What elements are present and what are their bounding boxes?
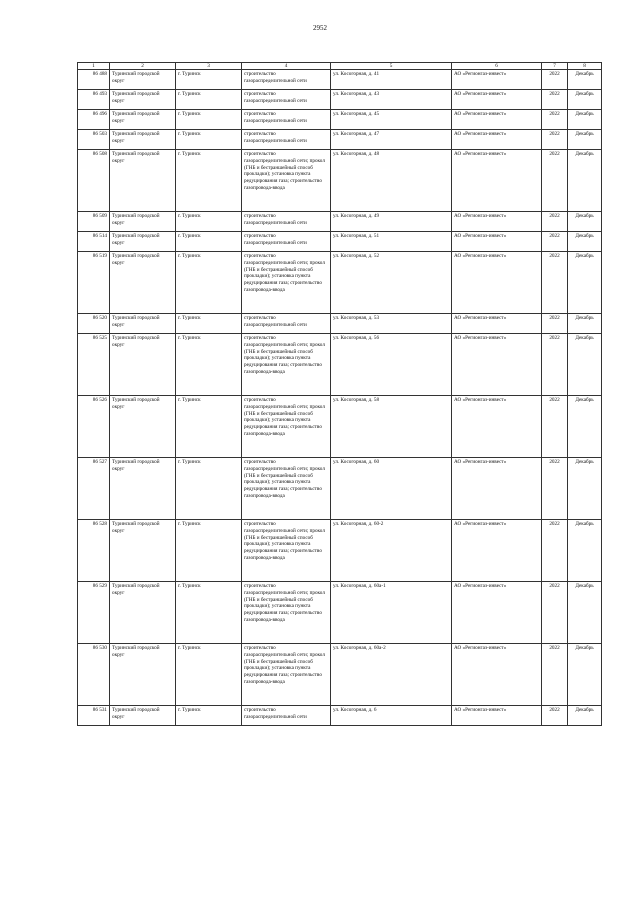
table-row bbox=[78, 110, 602, 130]
year-cell: 2022 bbox=[542, 520, 568, 582]
work-type-cell: строительство газораспределительной сети bbox=[242, 90, 331, 110]
work-type-cell: строительство газораспределительной сети bbox=[242, 212, 331, 232]
work-type-cell: строительство газораспределительной сети; прокол (ГНБ и бестраншейный способ прокладки); установка пункта редуцирования газа; строительство газопровода-ввода bbox=[242, 520, 331, 582]
locality-cell: г. Туринск bbox=[176, 582, 242, 644]
address-cell: ул. Косогорная, д. 60а-1 bbox=[331, 582, 452, 644]
column-header: 2 bbox=[110, 63, 176, 70]
year-cell: 2022 bbox=[542, 130, 568, 150]
year-cell: 2022 bbox=[542, 334, 568, 396]
row-number: 86 531 bbox=[78, 706, 110, 726]
month-cell: Декабрь bbox=[568, 644, 602, 706]
locality-cell: г. Туринск bbox=[176, 110, 242, 130]
municipality-cell: Туринский городской округ bbox=[110, 110, 176, 130]
locality-cell: г. Туринск bbox=[176, 644, 242, 706]
municipality-cell: Туринский городской округ bbox=[110, 150, 176, 212]
year-cell: 2022 bbox=[542, 396, 568, 458]
municipality-cell: Туринский городской округ bbox=[110, 334, 176, 396]
locality-cell: г. Туринск bbox=[176, 130, 242, 150]
municipality-cell: Туринский городской округ bbox=[110, 130, 176, 150]
municipality-cell: Туринский городской округ bbox=[110, 252, 176, 314]
table-row bbox=[78, 252, 602, 314]
month-cell: Декабрь bbox=[568, 520, 602, 582]
operator-cell: АО «Регионгаз-инвест» bbox=[452, 458, 542, 520]
work-type-cell: строительство газораспределительной сети bbox=[242, 70, 331, 90]
work-type-cell: строительство газораспределительной сети; прокол (ГНБ и бестраншейный способ прокладки); установка пункта редуцирования газа; строительство газопровода-ввода bbox=[242, 582, 331, 644]
municipality-cell: Туринский городской округ bbox=[110, 582, 176, 644]
address-cell: ул. Косогорная, д. 53 bbox=[331, 314, 452, 334]
locality-cell: г. Туринск bbox=[176, 706, 242, 726]
month-cell: Декабрь bbox=[568, 252, 602, 314]
row-number: 86 527 bbox=[78, 458, 110, 520]
work-type-cell: строительство газораспределительной сети; прокол (ГНБ и бестраншейный способ прокладки); установка пункта редуцирования газа; строительство газопровода-ввода bbox=[242, 334, 331, 396]
year-cell: 2022 bbox=[542, 110, 568, 130]
operator-cell: АО «Регионгаз-инвест» bbox=[452, 706, 542, 726]
year-cell: 2022 bbox=[542, 582, 568, 644]
locality-cell: г. Туринск bbox=[176, 212, 242, 232]
table-row bbox=[78, 396, 602, 458]
year-cell: 2022 bbox=[542, 314, 568, 334]
page-number: 2952 bbox=[313, 24, 327, 32]
month-cell: Декабрь bbox=[568, 110, 602, 130]
table-row bbox=[78, 644, 602, 706]
table-row bbox=[78, 582, 602, 644]
month-cell: Декабрь bbox=[568, 396, 602, 458]
table-row bbox=[78, 334, 602, 396]
column-header: 6 bbox=[452, 63, 542, 70]
address-cell: ул. Косогорная, д. 49 bbox=[331, 212, 452, 232]
month-cell: Декабрь bbox=[568, 314, 602, 334]
column-number-row bbox=[78, 63, 602, 70]
year-cell: 2022 bbox=[542, 644, 568, 706]
row-number: 86 493 bbox=[78, 90, 110, 110]
work-type-cell: строительство газораспределительной сети; прокол (ГНБ и бестраншейный способ прокладки); установка пункта редуцирования газа; строительство газопровода-ввода bbox=[242, 150, 331, 212]
municipality-cell: Туринский городской округ bbox=[110, 644, 176, 706]
row-number: 86 496 bbox=[78, 110, 110, 130]
column-header: 1 bbox=[78, 63, 110, 70]
municipality-cell: Туринский городской округ bbox=[110, 90, 176, 110]
work-type-cell: строительство газораспределительной сети; прокол (ГНБ и бестраншейный способ прокладки); установка пункта редуцирования газа; строительство газопровода-ввода bbox=[242, 396, 331, 458]
row-number: 86 520 bbox=[78, 314, 110, 334]
operator-cell: АО «Регионгаз-инвест» bbox=[452, 212, 542, 232]
municipality-cell: Туринский городской округ bbox=[110, 396, 176, 458]
month-cell: Декабрь bbox=[568, 130, 602, 150]
address-cell: ул. Косогорная, д. 41 bbox=[331, 70, 452, 90]
operator-cell: АО «Регионгаз-инвест» bbox=[452, 130, 542, 150]
column-header: 7 bbox=[542, 63, 568, 70]
address-cell: ул. Косогорная, д. 45 bbox=[331, 110, 452, 130]
row-number: 86 509 bbox=[78, 212, 110, 232]
month-cell: Декабрь bbox=[568, 582, 602, 644]
column-header: 4 bbox=[242, 63, 331, 70]
locality-cell: г. Туринск bbox=[176, 334, 242, 396]
operator-cell: АО «Регионгаз-инвест» bbox=[452, 314, 542, 334]
locality-cell: г. Туринск bbox=[176, 520, 242, 582]
row-number: 86 530 bbox=[78, 644, 110, 706]
operator-cell: АО «Регионгаз-инвест» bbox=[452, 520, 542, 582]
municipality-cell: Туринский городской округ bbox=[110, 232, 176, 252]
municipality-cell: Туринский городской округ bbox=[110, 458, 176, 520]
address-cell: ул. Косогорная, д. 48 bbox=[331, 150, 452, 212]
year-cell: 2022 bbox=[542, 232, 568, 252]
address-cell: ул. Косогорная, д. 47 bbox=[331, 130, 452, 150]
year-cell: 2022 bbox=[542, 70, 568, 90]
row-number: 86 519 bbox=[78, 252, 110, 314]
work-type-cell: строительство газораспределительной сети; прокол (ГНБ и бестраншейный способ прокладки); установка пункта редуцирования газа; строительство газопровода-ввода bbox=[242, 644, 331, 706]
row-number: 86 488 bbox=[78, 70, 110, 90]
operator-cell: АО «Регионгаз-инвест» bbox=[452, 150, 542, 212]
work-type-cell: строительство газораспределительной сети bbox=[242, 130, 331, 150]
operator-cell: АО «Регионгаз-инвест» bbox=[452, 252, 542, 314]
row-number: 86 525 bbox=[78, 334, 110, 396]
address-cell: ул. Косогорная, д. 51 bbox=[331, 232, 452, 252]
table-row bbox=[78, 706, 602, 726]
operator-cell: АО «Регионгаз-инвест» bbox=[452, 396, 542, 458]
work-type-cell: строительство газораспределительной сети bbox=[242, 232, 331, 252]
municipality-cell: Туринский городской округ bbox=[110, 314, 176, 334]
table-row bbox=[78, 130, 602, 150]
year-cell: 2022 bbox=[542, 706, 568, 726]
work-type-cell: строительство газораспределительной сети; прокол (ГНБ и бестраншейный способ прокладки); установка пункта редуцирования газа; строительство газопровода-ввода bbox=[242, 252, 331, 314]
locality-cell: г. Туринск bbox=[176, 314, 242, 334]
row-number: 86 528 bbox=[78, 520, 110, 582]
locality-cell: г. Туринск bbox=[176, 396, 242, 458]
gasification-schedule-table bbox=[77, 62, 602, 726]
row-number: 86 514 bbox=[78, 232, 110, 252]
municipality-cell: Туринский городской округ bbox=[110, 212, 176, 232]
municipality-cell: Туринский городской округ bbox=[110, 520, 176, 582]
table-row bbox=[78, 314, 602, 334]
month-cell: Декабрь bbox=[568, 212, 602, 232]
table-row bbox=[78, 70, 602, 90]
table-row bbox=[78, 458, 602, 520]
locality-cell: г. Туринск bbox=[176, 70, 242, 90]
column-header: 8 bbox=[568, 63, 602, 70]
year-cell: 2022 bbox=[542, 212, 568, 232]
address-cell: ул. Косогорная, д. 6 bbox=[331, 706, 452, 726]
work-type-cell: строительство газораспределительной сети bbox=[242, 314, 331, 334]
locality-cell: г. Туринск bbox=[176, 232, 242, 252]
table-row bbox=[78, 150, 602, 212]
address-cell: ул. Косогорная, д. 60 bbox=[331, 458, 452, 520]
address-cell: ул. Косогорная, д. 60-2 bbox=[331, 520, 452, 582]
locality-cell: г. Туринск bbox=[176, 150, 242, 212]
year-cell: 2022 bbox=[542, 458, 568, 520]
operator-cell: АО «Регионгаз-инвест» bbox=[452, 232, 542, 252]
operator-cell: АО «Регионгаз-инвест» bbox=[452, 644, 542, 706]
locality-cell: г. Туринск bbox=[176, 458, 242, 520]
table-row bbox=[78, 90, 602, 110]
operator-cell: АО «Регионгаз-инвест» bbox=[452, 110, 542, 130]
address-cell: ул. Косогорная, д. 43 bbox=[331, 90, 452, 110]
row-number: 86 503 bbox=[78, 130, 110, 150]
row-number: 86 529 bbox=[78, 582, 110, 644]
table-row bbox=[78, 212, 602, 232]
month-cell: Декабрь bbox=[568, 150, 602, 212]
month-cell: Декабрь bbox=[568, 232, 602, 252]
work-type-cell: строительство газораспределительной сети bbox=[242, 706, 331, 726]
municipality-cell: Туринский городской округ bbox=[110, 706, 176, 726]
year-cell: 2022 bbox=[542, 90, 568, 110]
month-cell: Декабрь bbox=[568, 458, 602, 520]
year-cell: 2022 bbox=[542, 252, 568, 314]
municipality-cell: Туринский городской округ bbox=[110, 70, 176, 90]
work-type-cell: строительство газораспределительной сети; прокол (ГНБ и бестраншейный способ прокладки); установка пункта редуцирования газа; строительство газопровода-ввода bbox=[242, 458, 331, 520]
year-cell: 2022 bbox=[542, 150, 568, 212]
table-row bbox=[78, 520, 602, 582]
operator-cell: АО «Регионгаз-инвест» bbox=[452, 582, 542, 644]
operator-cell: АО «Регионгаз-инвест» bbox=[452, 70, 542, 90]
address-cell: ул. Косогорная, д. 56 bbox=[331, 334, 452, 396]
month-cell: Декабрь bbox=[568, 706, 602, 726]
locality-cell: г. Туринск bbox=[176, 90, 242, 110]
work-type-cell: строительство газораспределительной сети bbox=[242, 110, 331, 130]
column-header: 3 bbox=[176, 63, 242, 70]
month-cell: Декабрь bbox=[568, 334, 602, 396]
locality-cell: г. Туринск bbox=[176, 252, 242, 314]
address-cell: ул. Косогорная, д. 52 bbox=[331, 252, 452, 314]
month-cell: Декабрь bbox=[568, 70, 602, 90]
address-cell: ул. Косогорная, д. 58 bbox=[331, 396, 452, 458]
operator-cell: АО «Регионгаз-инвест» bbox=[452, 334, 542, 396]
row-number: 86 526 bbox=[78, 396, 110, 458]
column-header: 5 bbox=[331, 63, 452, 70]
row-number: 86 508 bbox=[78, 150, 110, 212]
month-cell: Декабрь bbox=[568, 90, 602, 110]
address-cell: ул. Косогорная, д. 60а-2 bbox=[331, 644, 452, 706]
table-row bbox=[78, 232, 602, 252]
operator-cell: АО «Регионгаз-инвест» bbox=[452, 90, 542, 110]
